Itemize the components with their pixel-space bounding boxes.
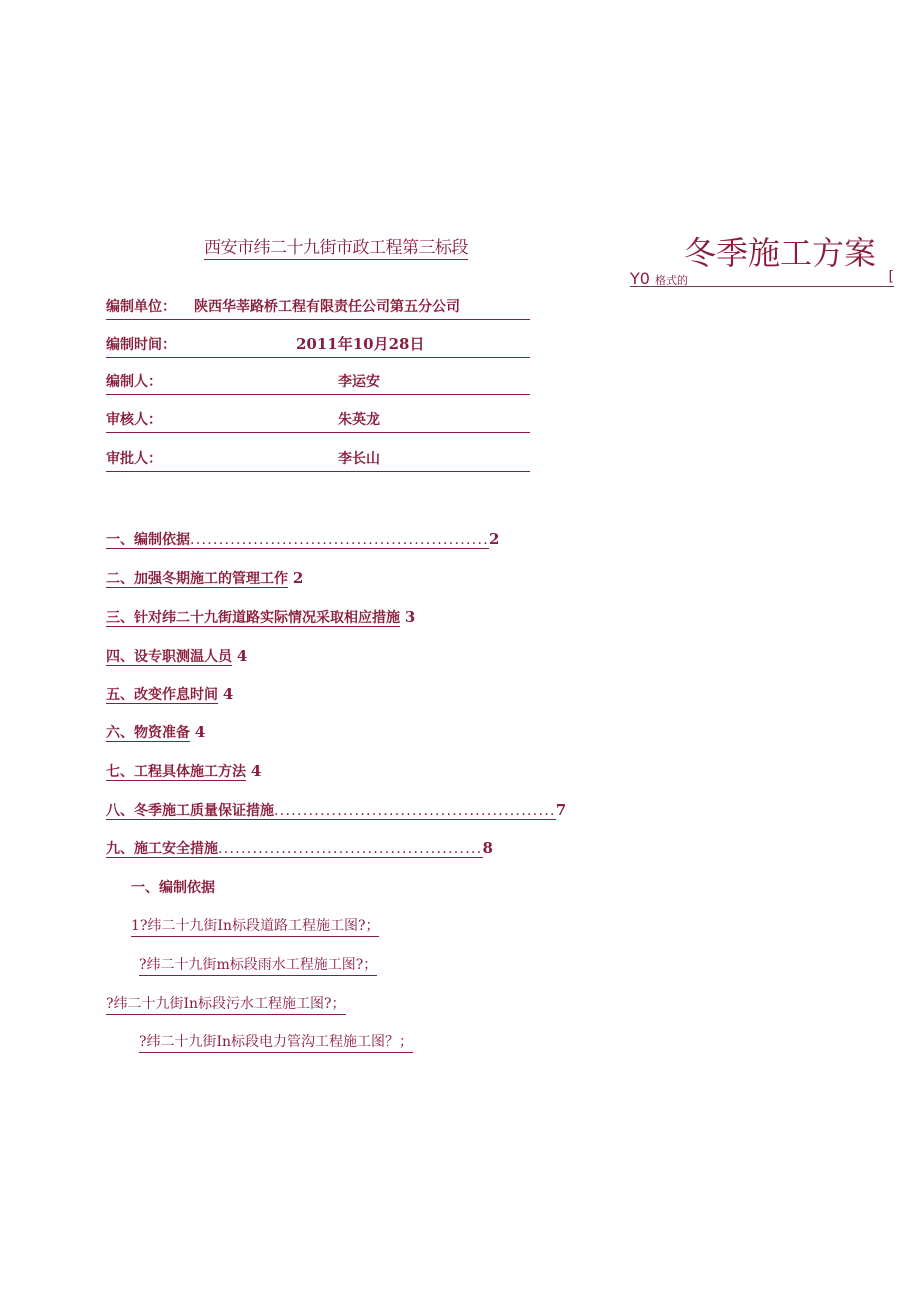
toc-item-page: 2: [292, 569, 304, 587]
unit-label: 编制单位：: [106, 299, 176, 315]
toc-item[interactable]: [106, 529, 499, 549]
project-subtitle: 西安市纬二十九街市政工程第三标段: [204, 233, 468, 260]
unit-value: 陕西华莘路桥工程有限责任公司第五分公司: [194, 299, 460, 315]
toc-item-text: 二、加强冬期施工的管理工作: [106, 571, 288, 587]
info-row-author: [106, 372, 530, 395]
toc-item-leader: ..............................................: [218, 841, 483, 857]
toc-item-text: 七、工程具体施工方法: [106, 764, 246, 780]
toc-item-page: 2: [489, 530, 500, 548]
toc-item[interactable]: [106, 800, 566, 820]
info-row-unit: [106, 297, 530, 320]
toc-item-text: 一、编制依据: [106, 532, 190, 548]
toc-item[interactable]: [106, 568, 303, 588]
toc-item[interactable]: [106, 684, 233, 704]
time-label: 编制时间：: [106, 337, 176, 353]
approver-label: 审批人：: [106, 451, 162, 467]
info-row-time: [106, 335, 530, 358]
reference-item: ?纬二十九街m标段雨水工程施工图?；: [139, 954, 377, 976]
format-note-bracket: [: [888, 269, 894, 285]
toc-item[interactable]: [106, 607, 415, 627]
reference-item: ?纬二十九街In标段电力管沟工程施工图？；: [139, 1031, 413, 1053]
toc-item-text: 九、施工安全措施: [106, 841, 218, 857]
toc-item-leader: .................................................: [274, 803, 556, 819]
toc-item-page: 4: [236, 647, 248, 665]
toc-item[interactable]: [106, 646, 247, 666]
format-note-code: Y0: [630, 269, 650, 288]
info-row-reviewer: [106, 410, 530, 433]
section-heading: 一、编制依据: [131, 880, 215, 896]
toc-item-page: 3: [404, 608, 416, 626]
author-label: 编制人：: [106, 374, 162, 390]
reference-item: ?纬二十九街In标段污水工程施工图?；: [106, 993, 346, 1015]
toc-item[interactable]: [106, 722, 205, 742]
toc-item-text: 三、针对纬二十九街道路实际情况采取相应措施: [106, 610, 400, 626]
toc-item-text: 六、物资准备: [106, 725, 190, 741]
author-value: 李运安: [338, 374, 380, 390]
toc-item-text: 五、改变作息时间: [106, 687, 218, 703]
format-note-text: 格式的: [655, 274, 689, 287]
document-title: 冬季施工方案: [684, 234, 877, 272]
toc-item[interactable]: [106, 761, 261, 781]
reviewer-value: 朱英龙: [338, 412, 380, 428]
time-value: 2011年10月28日: [296, 335, 425, 353]
toc-item-page: 8: [482, 839, 493, 857]
toc-item-leader: ....................................................: [190, 532, 490, 548]
toc-item-page: 4: [222, 685, 234, 703]
toc-item-page: 7: [555, 801, 567, 819]
reviewer-label: 审核人：: [106, 412, 162, 428]
approver-value: 李长山: [338, 451, 380, 467]
reference-item: 1?纬二十九街In标段道路工程施工图?；: [131, 915, 379, 937]
info-row-approver: [106, 449, 530, 472]
format-note: [630, 269, 894, 287]
toc-item-text: 四、设专职测温人员: [106, 649, 232, 665]
toc-item-text: 八、冬季施工质量保证措施: [106, 803, 274, 819]
toc-item-page: 4: [194, 723, 206, 741]
toc-item[interactable]: [106, 838, 493, 858]
toc-item-page: 4: [250, 762, 262, 780]
